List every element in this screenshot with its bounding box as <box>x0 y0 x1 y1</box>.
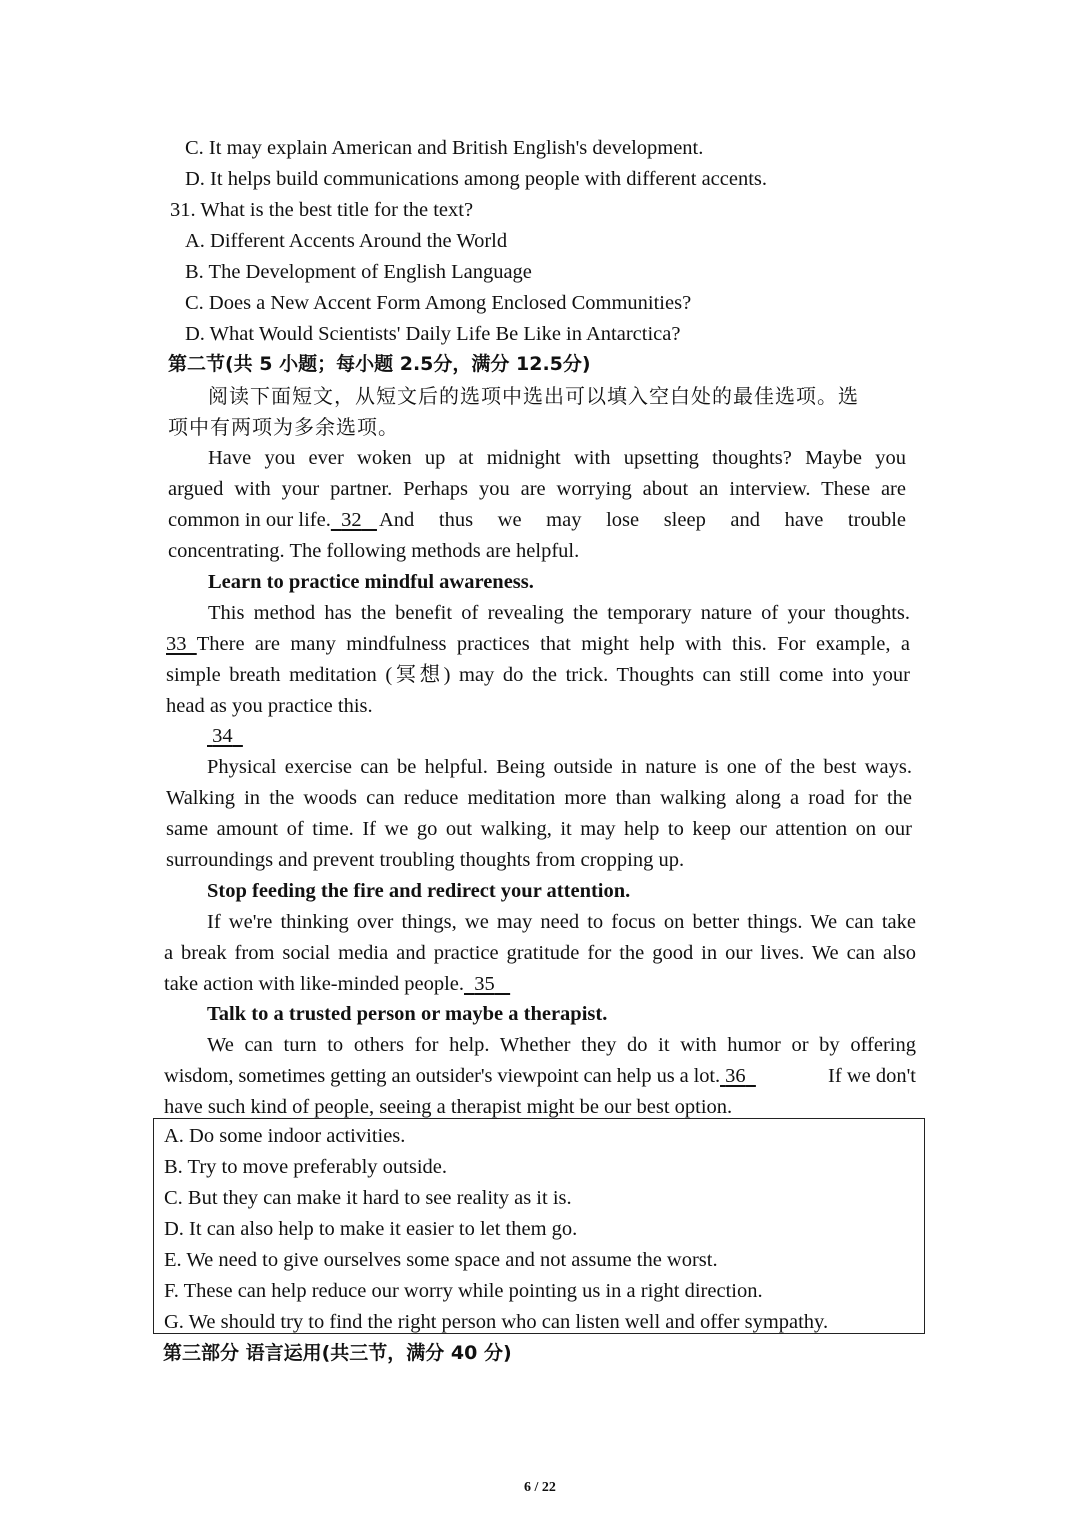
passage-heading-2: Stop feeding the fire and redirect your attention. <box>207 880 631 902</box>
p4-line3-text: take action with like-minded people. <box>164 973 465 995</box>
passage-p3-line4: surroundings and prevent troubling thoughts from cropping up. <box>166 849 685 871</box>
passage-p2-line4: head as you practice this. <box>166 695 373 717</box>
passage-p4-line3 <box>164 970 510 998</box>
q31-option-b: B. The Development of English Language <box>185 261 532 283</box>
p5-line2-start: wisdom, sometimes getting an outsider's viewpoint can help us a lot. <box>164 1065 721 1087</box>
q31-option-a: A. Different Accents Around the World <box>185 230 508 252</box>
passage-p1-line3 <box>168 506 906 534</box>
p5-line2-end: If we don't <box>828 1065 916 1087</box>
part3-heading: 第三部分 语言运用(共三节，满分 40 分) <box>163 1342 512 1364</box>
option-a: A. Do some indoor activities. <box>164 1125 406 1147</box>
blank-34 <box>207 722 243 750</box>
q30-option-c: C. It may explain American and British English's development. <box>185 137 704 159</box>
blank-32-number: 32 <box>341 509 362 531</box>
p2-line2-text: There are many mindfulness practices that might help with this. For example, a <box>196 633 910 655</box>
passage-p3-line2: Walking in the woods can reduce meditation more than walking along a road for the <box>166 787 912 809</box>
passage-p4-line2: a break from social media and practice gratitude for the good in our lives. We can also <box>164 942 916 964</box>
q30-option-d: D. It helps build communications among people with different accents. <box>185 168 768 190</box>
blank-33-number: 33 <box>166 633 187 655</box>
section2-instruction-1: 阅读下面短文，从短文后的选项中选出可以填入空白处的最佳选项。选 <box>208 384 859 408</box>
section2-instruction-2: 项中有两项为多余选项。 <box>168 415 399 439</box>
p1-line3-end-text: And thus we may lose sleep and have trouble <box>378 509 906 531</box>
passage-p5-line1: We can turn to others for help. Whether they do it with humor or by offering <box>207 1034 916 1056</box>
section2-heading: 第二节(共 5 小题；每小题 2.5分，满分 12.5分) <box>168 353 591 375</box>
passage-p2-line2 <box>166 630 910 658</box>
blank-34-number: 34 <box>212 725 233 747</box>
passage-p3-line3: same amount of time. If we go out walking, it may help to keep our attention on our <box>166 818 912 840</box>
p1-line3-start: common in our life. <box>168 509 331 531</box>
q31-option-c: C. Does a New Accent Form Among Enclosed Communities? <box>185 292 692 314</box>
passage-p5-line2 <box>164 1062 916 1090</box>
page-number: 6 / 22 <box>524 1480 556 1495</box>
blank-36-number: 36 <box>725 1065 746 1087</box>
blank-35 <box>464 973 510 995</box>
passage-heading-3: Talk to a trusted person or maybe a therapist. <box>207 1003 608 1025</box>
passage-p1-line1: Have you ever woken up at midnight with upsetting thoughts? Maybe you <box>208 447 906 469</box>
option-c: C. But they can make it hard to see reality as it is. <box>164 1187 572 1209</box>
passage-p3-line1: Physical exercise can be helpful. Being outside in nature is one of the best ways. <box>207 756 912 778</box>
blank-35-number: 35 <box>474 973 495 995</box>
q31-option-d: D. What Would Scientists' Daily Life Be Like in Antarctica? <box>185 323 681 345</box>
option-d: D. It can also help to make it easier to let them go. <box>164 1218 578 1240</box>
passage-p5-line3: have such kind of people, seeing a therapist might be our best option. <box>164 1096 733 1118</box>
blank-36 <box>720 1062 756 1090</box>
blank-32 <box>331 506 377 534</box>
options-box <box>153 1118 925 1334</box>
passage-heading-1: Learn to practice mindful awareness. <box>208 571 534 593</box>
blank-33 <box>166 630 197 658</box>
option-g: G. We should try to find the right person who can listen well and offer sympathy. <box>164 1311 829 1333</box>
q31-question: 31. What is the best title for the text? <box>170 199 474 221</box>
passage-p1-line2: argued with your partner. Perhaps you are worrying about an interview. These are <box>168 478 906 500</box>
passage-p4-line1: If we're thinking over things, we may need to focus on better things. We can take <box>207 911 916 933</box>
option-e: E. We need to give ourselves some space and not assume the worst. <box>164 1249 718 1271</box>
passage-p2-line3: simple breath meditation (冥想) may do the trick. Thoughts can still come into your <box>166 664 910 686</box>
option-b: B. Try to move preferably outside. <box>164 1156 447 1178</box>
passage-p1-line4: concentrating. The following methods are helpful. <box>168 540 580 562</box>
p1-line3-end <box>377 506 906 534</box>
option-f: F. These can help reduce our worry while pointing us in a right direction. <box>164 1280 763 1302</box>
passage-p2-line1: This method has the benefit of revealing the temporary nature of your thoughts. <box>208 602 910 624</box>
